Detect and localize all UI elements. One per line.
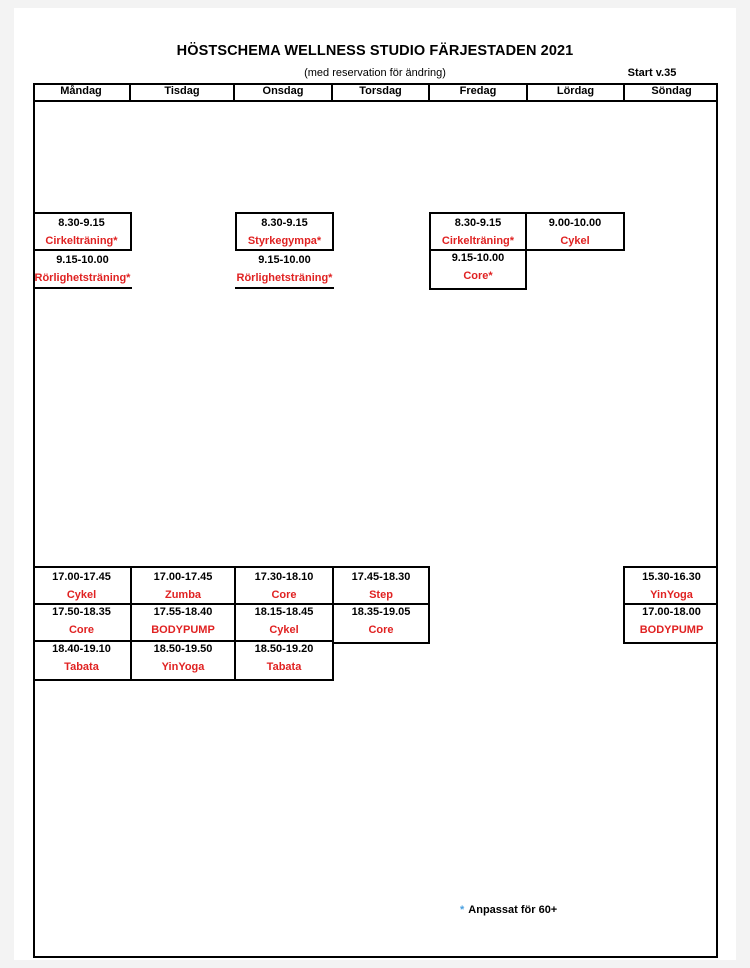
slot-time: 15.30-16.30 xyxy=(642,571,701,583)
slot-class: YinYoga xyxy=(161,661,205,673)
slot-onsdag-1730 xyxy=(234,566,334,605)
slot-class: Zumba xyxy=(164,589,202,601)
slot-class: YinYoga xyxy=(650,589,693,601)
day-header-row xyxy=(33,83,718,102)
slot-class: BODYPUMP xyxy=(639,624,704,636)
slot-time: 17.00-17.45 xyxy=(153,571,213,583)
slot-class: Rörlighetsträning* xyxy=(236,272,333,284)
slot-tisdag-1700 xyxy=(130,566,236,605)
slot-tisdag-1755 xyxy=(130,603,236,642)
slot-time: 8.30-9.15 xyxy=(58,217,105,229)
day-header-lordag: Lördag xyxy=(528,83,625,102)
day-header-mandag: Måndag xyxy=(33,83,131,102)
slot-time: 9.15-10.00 xyxy=(56,254,109,266)
slot-time: 9.15-10.00 xyxy=(451,252,505,264)
slot-class: Tabata xyxy=(64,661,99,673)
start-week: Start v.35 xyxy=(627,67,677,79)
slot-class: Cykel xyxy=(269,624,299,636)
slot-time: 9.00-10.00 xyxy=(548,217,602,229)
slot-class: Rörlighetsträning* xyxy=(34,272,131,284)
slot-class: Core xyxy=(271,589,297,601)
slot-class: Styrkegympa* xyxy=(247,235,322,247)
slot-time: 17.50-18.35 xyxy=(52,606,111,618)
slot-class: Core* xyxy=(463,270,493,282)
slot-class: Cirkelträning* xyxy=(441,235,515,247)
slot-onsdag-1815 xyxy=(234,603,334,642)
day-header-tisdag: Tisdag xyxy=(131,83,235,102)
slot-mandag-1700 xyxy=(33,566,132,605)
legend xyxy=(460,904,557,916)
slot-time: 8.30-9.15 xyxy=(261,217,308,229)
slot-fredag-0830 xyxy=(429,212,527,251)
slot-mandag-0915 xyxy=(33,251,132,289)
slot-torsdag-1745 xyxy=(332,566,430,605)
legend-symbol: * xyxy=(460,904,465,916)
slot-time: 8.30-9.15 xyxy=(454,217,502,229)
day-header-torsdag: Torsdag xyxy=(333,83,430,102)
slot-mandag-0830 xyxy=(33,212,132,251)
slot-time: 18.35-19.05 xyxy=(351,606,411,618)
slot-time: 18.50-19.20 xyxy=(254,643,314,655)
slot-time: 18.40-19.10 xyxy=(52,643,111,655)
legend-text: Anpassat för 60+ xyxy=(468,904,558,916)
schedule-title: HÖSTSCHEMA WELLNESS STUDIO FÄRJESTADEN 2021 xyxy=(176,43,574,59)
slot-sondag-1530 xyxy=(623,566,718,605)
slot-mandag-1840 xyxy=(33,640,132,681)
slot-class: BODYPUMP xyxy=(151,624,215,636)
slot-time: 17.30-18.10 xyxy=(254,571,314,583)
slot-class: Cykel xyxy=(560,235,590,247)
slot-lordag-0900 xyxy=(525,212,625,251)
slot-class: Step xyxy=(369,589,393,601)
slot-time: 17.45-18.30 xyxy=(351,571,411,583)
slot-onsdag-0830 xyxy=(235,212,334,251)
day-header-sondag: Söndag xyxy=(625,83,718,102)
slot-tisdag-1850 xyxy=(130,640,236,681)
day-header-fredag: Fredag xyxy=(430,83,528,102)
slot-class: Tabata xyxy=(266,661,302,673)
slot-torsdag-1835 xyxy=(332,603,430,644)
slot-class: Core xyxy=(68,624,95,636)
slot-class: Core xyxy=(368,624,394,636)
slot-mandag-1750 xyxy=(33,603,132,642)
slot-time: 18.50-19.50 xyxy=(153,643,213,655)
schedule-subtitle: (med reservation för ändring) xyxy=(304,67,446,79)
slot-time: 17.00-17.45 xyxy=(52,571,111,583)
slot-time: 9.15-10.00 xyxy=(258,254,311,266)
slot-class: Cirkelträning* xyxy=(45,235,118,247)
slot-fredag-0915 xyxy=(429,249,527,290)
slot-time: 17.55-18.40 xyxy=(153,606,213,618)
slot-time: 17.00-18.00 xyxy=(642,606,701,618)
slot-time: 18.15-18.45 xyxy=(254,606,314,618)
day-header-onsdag: Onsdag xyxy=(235,83,333,102)
slot-sondag-1700 xyxy=(623,603,718,644)
slot-onsdag-1850 xyxy=(234,640,334,681)
slot-class: Cykel xyxy=(66,589,97,601)
slot-onsdag-0915 xyxy=(235,251,334,289)
